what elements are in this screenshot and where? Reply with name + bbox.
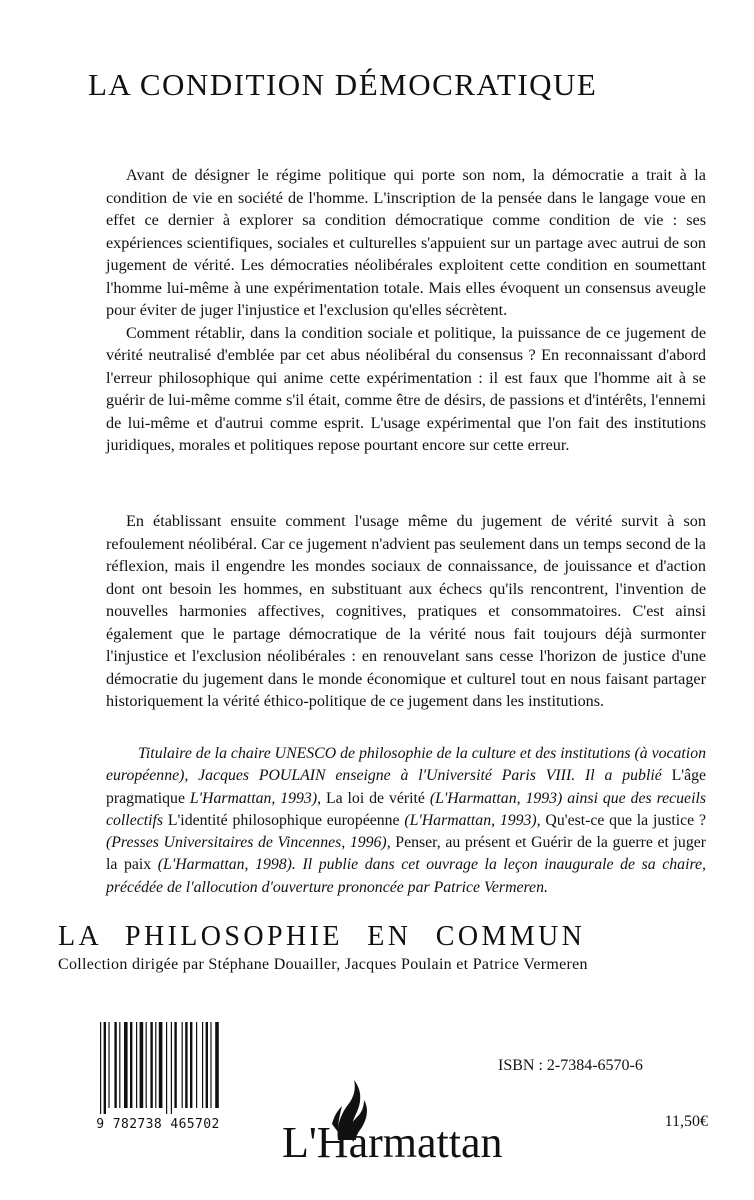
publisher-name: L'Harmattan (282, 1118, 503, 1167)
summary-paragraph: Comment rétablir, dans la condition sociale et politique, la puissance de ce jugement de vérité neutralisé d'emblée par cet abus néolibéral du consensus ? En reconnaissant d'abord l'erreur philosophique qui anime cette expérimentation : il est faux que l'homme ait à se guérir de lui-même comme s'il était, comme être de désirs, de passions et d'intérêts, l'ennemi de lui-même et d'autrui comme esprit. L'usage expérimental que l'on fait des institutions juridiques, morales et politiques repose pourtant encore sur cette erreur. (106, 323, 706, 454)
summary-paragraph: Avant de désigner le régime politique qui porte son nom, la démocratie a trait à la condition de vie en société de l'homme. L'inscription de la pensée dans le langage voue en effet ce dernier à explorer sa condition démocratique comme condition de vie : ses expériences scientifiques, sociales et culturelles s'appuient sur un partage avec autrui de son jugement de vérité. Les démocraties néolibérales exploitent cette condition en soumettant l'homme lui-même à une expérimentation totale. Mais elles évoquent un consensus aveugle pour éviter de juger l'injustice et l'exclusion qu'elles sécrètent. (106, 166, 706, 319)
barcode-bar (136, 1022, 137, 1108)
barcode-bar (171, 1022, 172, 1114)
summary-block-2 (106, 510, 706, 713)
barcode-bar (140, 1022, 144, 1108)
barcode-bar (166, 1022, 167, 1114)
barcode-bar (196, 1022, 197, 1108)
barcode-bar (124, 1022, 128, 1108)
summary-paragraph: En établissant ensuite comment l'usage même du jugement de vérité survit à son refoulement néolibéral. Car ce jugement n'advient pas seulement dans un temps second de la réflexion, mais il engendre les mondes sociaux de connaissance, de jouissance et d'action dont ont besoin les hommes, en substituant aux échecs qu'ils rencontrent, l'invention de nouvelles harmonies affectives, cognitives, pratiques et consommatoires. C'est ainsi également que le partage démocratique de la vérité nous fait toujours déjà surmonter l'injustice et l'exclusion néolibérales : en renouvelant sans cesse l'horizon de justice d'une démocratie du jugement dans le monde économique et culturel tout en nous faisant partager historiquement la vérité éthico-politique de ce jugement dans les institutions. (106, 512, 706, 710)
barcode-bar (159, 1022, 163, 1108)
barcode-bar (202, 1022, 203, 1108)
barcode-bar (104, 1022, 106, 1114)
summary-block-1 (106, 164, 706, 457)
bio-segment: La loi de vérité (325, 789, 430, 807)
barcode-bar (150, 1022, 152, 1108)
bio-segment: L'âge pragmatique (106, 767, 706, 807)
barcode-bar (130, 1022, 132, 1108)
series-title: LA PHILOSOPHIE EN COMMUN (58, 921, 586, 952)
barcode-bar (146, 1022, 147, 1108)
barcode-number: 9 782738 465702 (96, 1117, 220, 1132)
barcode (96, 1022, 220, 1138)
barcode-bar (206, 1022, 208, 1108)
publisher-logo (272, 1072, 502, 1172)
bio-segment: Penser, au présent et Guérir de la guerre et juger la paix (106, 834, 707, 874)
price: 11,50€ (664, 1113, 708, 1130)
barcode-bar (100, 1022, 101, 1114)
barcode-bar (119, 1022, 120, 1108)
bio-segment: (L'Harmattan, 1993), (404, 811, 546, 829)
series-subtitle: Collection dirigée par Stéphane Douailler, Jacques Poulain et Patrice Vermeren (58, 956, 588, 973)
barcode-icon (96, 1022, 220, 1116)
book-title: LA CONDITION DÉMOCRATIQUE (88, 67, 598, 102)
barcode-bar (215, 1022, 219, 1108)
bio-segment: L'identité philosophique européenne (167, 811, 405, 829)
barcode-bar (185, 1022, 187, 1108)
barcode-bar (210, 1022, 211, 1108)
barcode-bar (182, 1022, 183, 1108)
bio-segment: Qu'est-ce que la justice ? (545, 811, 706, 829)
bio-segment: (L'Harmattan, 1998). Il publie dans cet ouvrage la leçon inaugurale de sa chaire, précédée de l'allocution d'ouverture prononcée par Patrice Vermeren. (106, 856, 706, 896)
bio-segment: L'Harmattan, 1993), (189, 789, 326, 807)
barcode-bar (108, 1022, 109, 1108)
barcode-bar (190, 1022, 192, 1108)
bio-segment: (L'Harmattan, 1993) ainsi que des recueils collectifs (106, 789, 706, 829)
author-bio (106, 743, 706, 899)
author-bio-paragraph (106, 743, 706, 899)
barcode-bar (155, 1022, 156, 1108)
isbn: ISBN : 2-7384-6570-6 (498, 1057, 643, 1074)
barcode-bar (174, 1022, 176, 1108)
bio-segment: Titulaire de la chaire UNESCO de philosophie de la culture et des institutions (à vocation européenne), Jacques POULAIN enseigne à l'Université Paris VIII. Il a publié (106, 745, 706, 785)
barcode-bar (114, 1022, 116, 1108)
bio-segment: (Presses Universitaires de Vincennes, 1996), (106, 834, 396, 852)
